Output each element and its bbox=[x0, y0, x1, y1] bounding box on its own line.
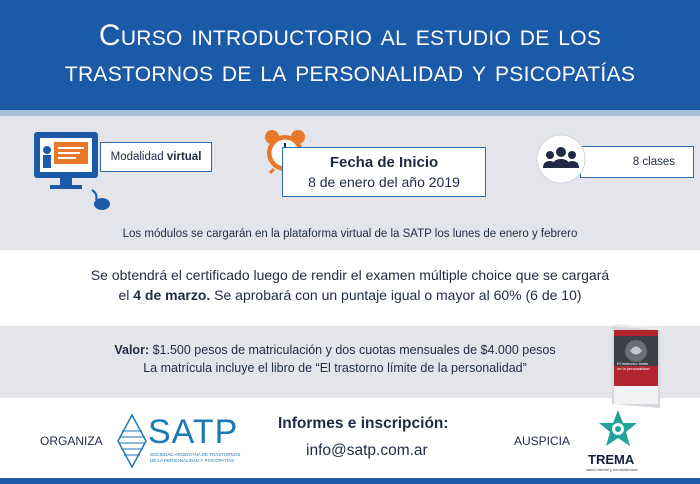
modalidad-box bbox=[100, 142, 212, 172]
satp-emblem-icon bbox=[116, 413, 148, 469]
group-icon bbox=[536, 134, 586, 184]
price-value: $1.500 pesos de matriculación y dos cuotas mensuales de $4.000 pesos bbox=[149, 343, 556, 357]
fecha-date: 8 de enero del año 2019 bbox=[308, 174, 460, 190]
fecha-title: Fecha de Inicio bbox=[329, 154, 439, 171]
trema-star-icon bbox=[596, 408, 640, 450]
price-text bbox=[0, 341, 700, 377]
book-title: El trastorno límite de la personalidad bbox=[617, 361, 650, 371]
price-label: Valor: bbox=[114, 343, 150, 357]
contact-email[interactable]: info@satp.com.ar bbox=[306, 442, 428, 459]
price-line-2: La matrícula incluye el libro de “El trastorno límite de la personalidad” bbox=[143, 361, 527, 375]
certificate-line-1: Se obtendrá el certificado luego de rendir el examen múltiple choice que se cargará bbox=[90, 267, 610, 283]
contact-block bbox=[278, 415, 498, 460]
contact-title: Informes e inscripción: bbox=[278, 415, 449, 432]
title-line-2: trastornos de la personalidad y psicopatías bbox=[64, 55, 636, 88]
certificate-line-2-pre: el bbox=[118, 287, 134, 303]
auspicia-label: AUSPICIA bbox=[514, 434, 571, 448]
modulos-text: Los módulos se cargarán en la plataforma virtual de la SATP los lunes de enero y febrero bbox=[122, 228, 578, 240]
certificate-line-2 bbox=[0, 285, 700, 305]
trema-logo-subtitle: salud mental y neurociencias bbox=[586, 467, 638, 472]
satp-logo-text: SATP bbox=[148, 413, 239, 451]
title-line-1: Curso introductorio al estudio de los bbox=[98, 19, 602, 52]
trema-logo-text: TREMA bbox=[588, 452, 635, 467]
clases-box bbox=[580, 146, 694, 178]
certificate-text bbox=[0, 265, 700, 305]
organiza-label: ORGANIZA bbox=[40, 434, 103, 448]
satp-logo-subtitle: SOCIEDAD ARGENTINA DE TRASTORNOS DE LA PERSONALIDAD Y PSICOPATÍAS bbox=[150, 452, 241, 463]
exam-date: 4 de marzo. bbox=[133, 287, 211, 303]
bottom-bar bbox=[0, 478, 700, 484]
certificate-line-2-post: Se aprobará con un puntaje igual o mayor al 60% (6 de 10) bbox=[210, 287, 582, 303]
clases-label: 8 clases bbox=[632, 156, 675, 168]
modalidad-label: Modalidad bbox=[110, 151, 167, 163]
modalidad-value: virtual bbox=[166, 151, 202, 163]
price-line-1 bbox=[0, 341, 670, 359]
header-banner bbox=[0, 0, 700, 116]
fecha-box bbox=[282, 147, 486, 197]
page-title bbox=[0, 0, 700, 90]
